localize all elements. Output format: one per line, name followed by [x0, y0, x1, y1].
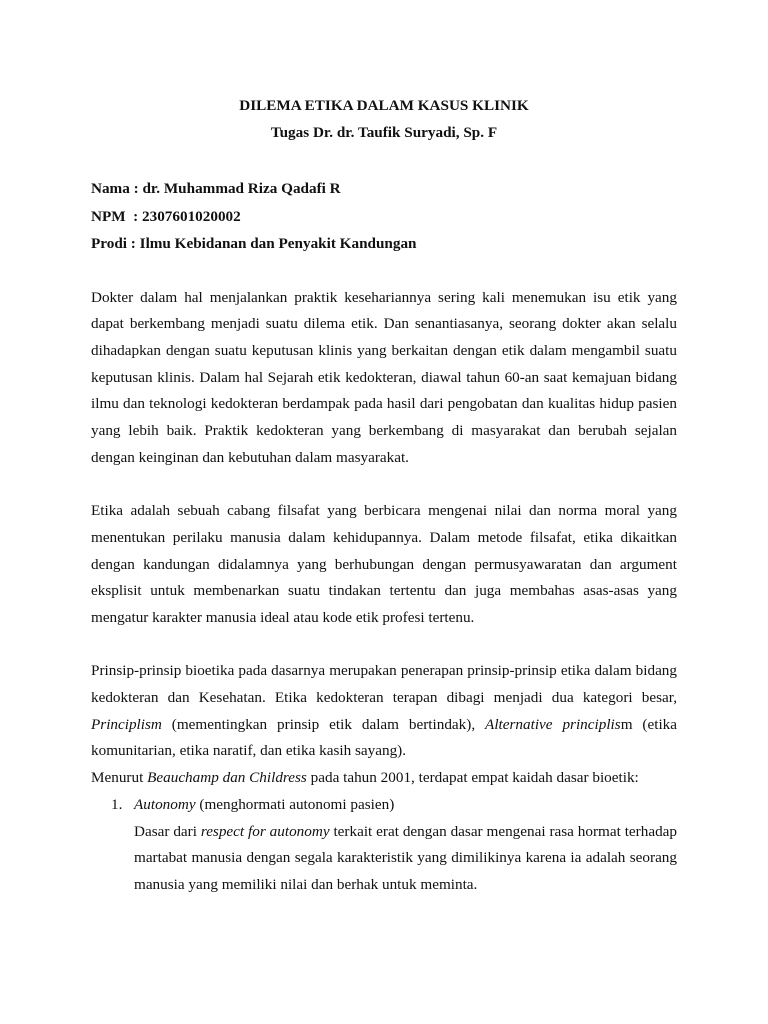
- paragraph-beauchamp-childress: [91, 765, 677, 792]
- text-run: terkait erat dengan dasar mengenai rasa hormat terhadap martabat manusia dengan segala karakteristik yang dimilikinya karena ia adalah seorang manusia yang memiliki nilai dan berhak untuk meminta.: [134, 822, 677, 893]
- text-run: Prinsip-prinsip bioetika pada dasarnya merupakan penerapan prinsip-prinsip etika dalam bidang kedokteran dan Kesehatan. Etika kedokteran terapan dibagi menjadi dua kategori besar,: [91, 662, 677, 707]
- list-item: [91, 792, 677, 899]
- text-run: Dasar dari: [134, 822, 201, 840]
- student-info: [91, 175, 677, 258]
- paragraph-intro: Dokter dalam hal menjalankan praktik kesehariannya sering kali menemukan isu etik yang dapat berkembang menjadi suatu dilema etik. Dan senantiasanya, seorang dokter akan selalu dihadapkan dengan suatu keputusan klinis yang berkaitan dengan etik dalam mengambil suatu keputusan klinis. Dalam hal Sejarah etik kedokteran, diawal tahun 60-an saat kemajuan bidang ilmu dan teknologi kedokteran berdampak pada hasil dari pengobatan dan kualitas hidup pasien yang lebih baik. Praktik kedokteran yang berkembang di masyarakat dan berubah sejalan dengan keinginan dan kebutuhan dalam masyarakat.: [91, 288, 677, 466]
- list-item-description: [134, 819, 677, 899]
- italic-term-alternative-principlism: Alternative principlis: [485, 715, 621, 733]
- italic-term-respect-for-autonomy: respect for autonomy: [200, 822, 330, 840]
- student-prodi: Prodi : Ilmu Kebidanan dan Penyakit Kandungan: [91, 235, 417, 252]
- italic-term-principlism: Principlism: [91, 715, 162, 733]
- document-subtitle: Tugas Dr. dr. Taufik Suryadi, Sp. F: [270, 124, 498, 141]
- student-name: Nama : dr. Muhammad Riza Qadafi R: [91, 180, 341, 197]
- student-npm: NPM : 2307601020002: [91, 207, 241, 225]
- text-run: (mementingkan prinsip etik dalam bertindak),: [161, 715, 486, 733]
- list-item-title: [134, 792, 677, 819]
- italic-term-autonomy: Autonomy: [134, 795, 196, 813]
- text-run: Menurut: [91, 769, 148, 787]
- text-run: (menghormati autonomi pasien): [195, 795, 395, 813]
- text-run: m (etika komunitarian, etika naratif, dan etika kasih sayang).: [91, 715, 678, 760]
- bioethics-list: [91, 792, 677, 899]
- title-block: [91, 92, 677, 146]
- paragraph-ethics-definition: Etika adalah sebuah cabang filsafat yang berbicara mengenai nilai dan norma moral yang menentukan perilaku manusia dalam kehidupannya. Dalam metode filsafat, etika dikaitkan dengan kandungan didalamnya yang berhubungan dengan permusyawaratan dan argument eksplisit untuk membenarkan suatu tindakan tertentu dan juga membahas asas-asas yang mengatur karakter manusia ideal atau kode etik profesi tertenu.: [91, 502, 677, 626]
- italic-authors: Beauchamp dan Childress: [147, 769, 307, 787]
- text-run: pada tahun 2001, terdapat empat kaidah dasar bioetik:: [306, 769, 639, 787]
- paragraph-bioethics-principles: [91, 658, 677, 765]
- document-title: DILEMA ETIKA DALAM KASUS KLINIK: [239, 97, 529, 114]
- list-number: 1.: [111, 795, 123, 813]
